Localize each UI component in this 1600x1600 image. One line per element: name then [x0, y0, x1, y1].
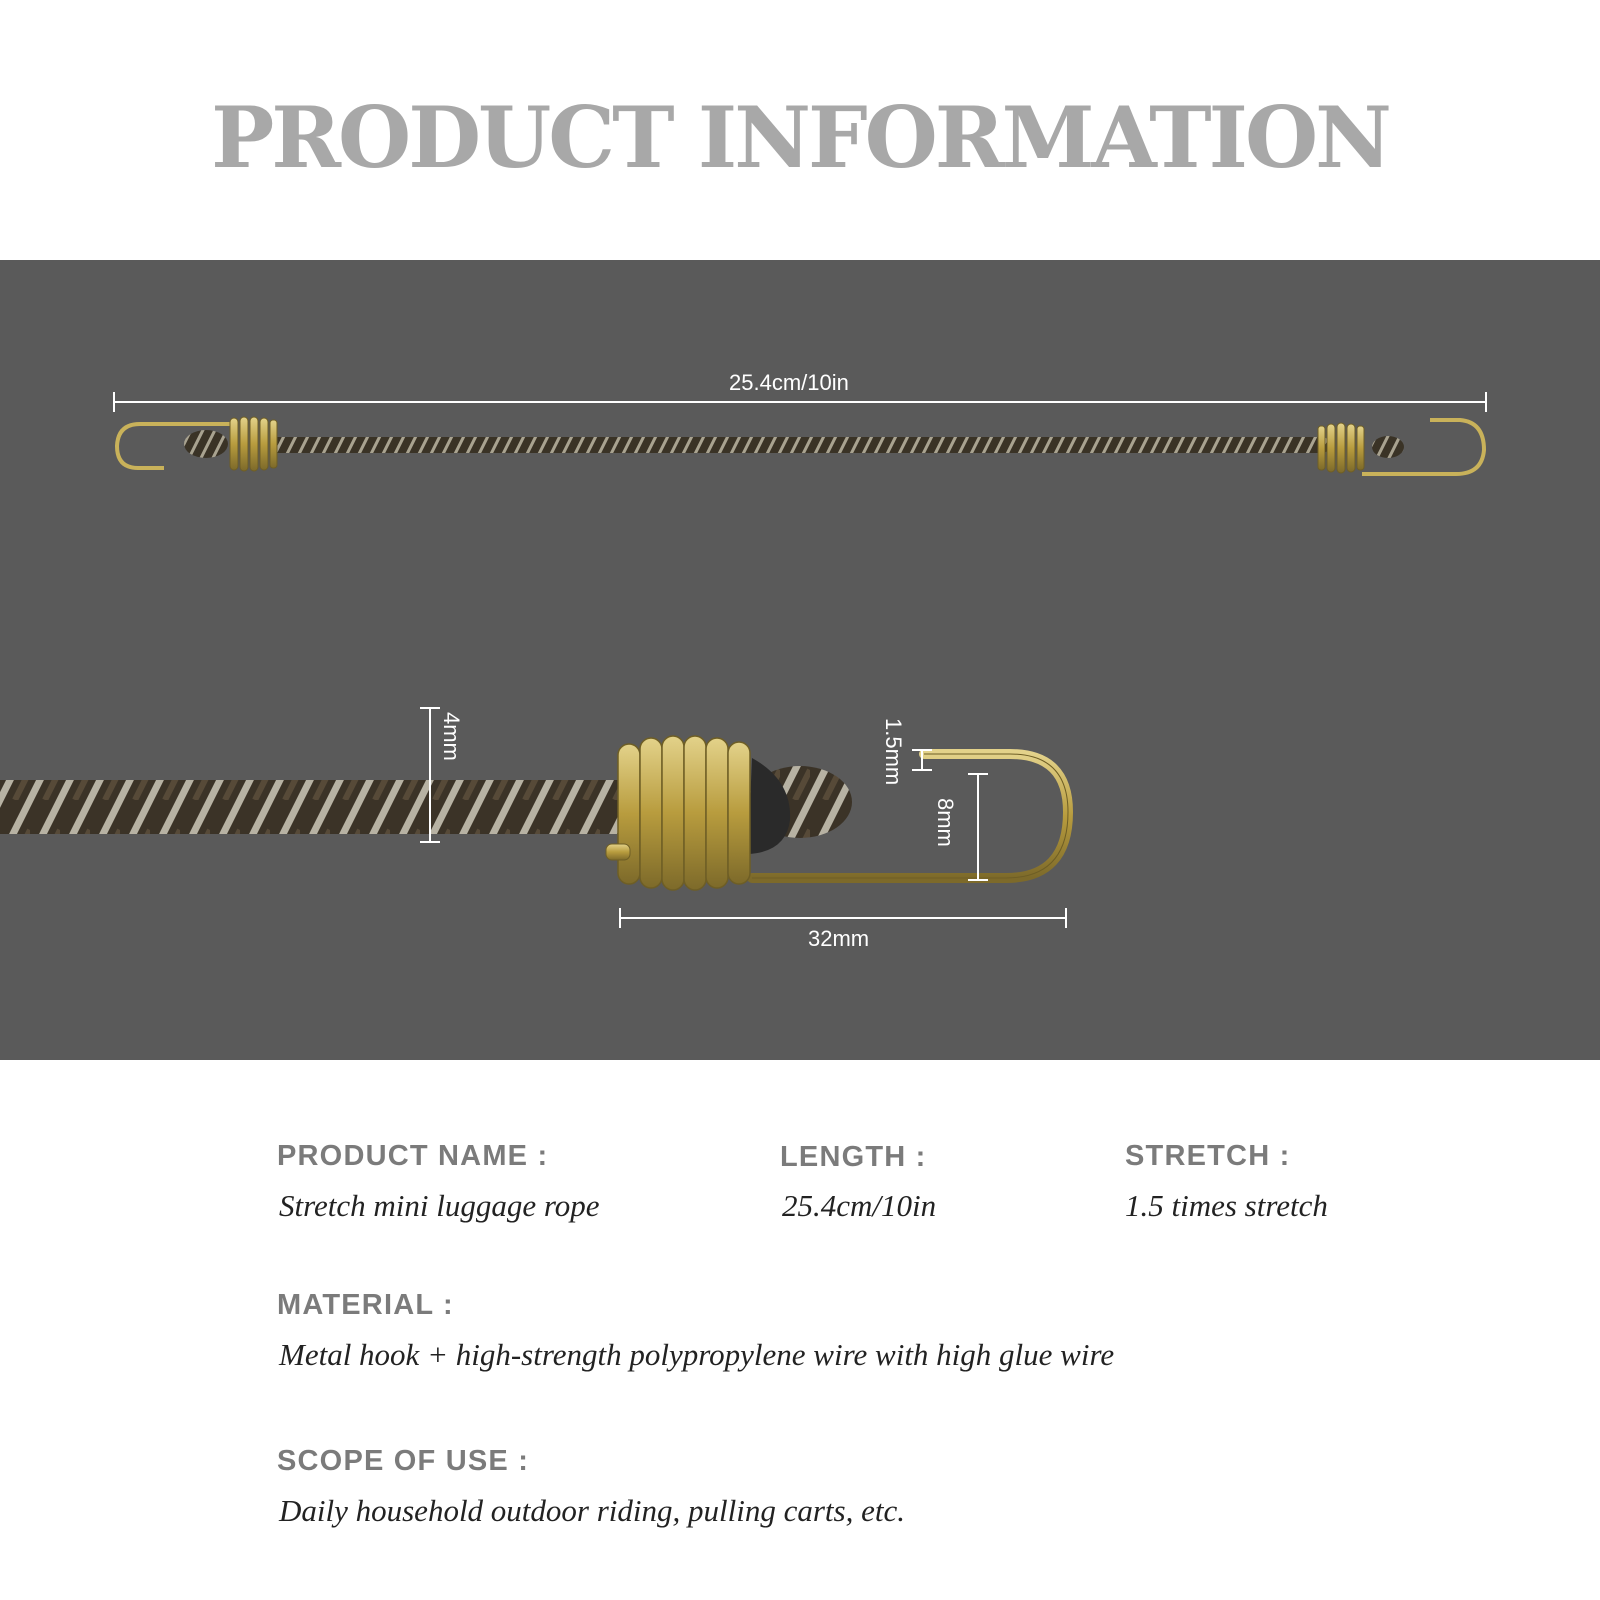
hook-length-dimension-line [620, 908, 1066, 928]
length-label: LENGTH : [780, 1141, 927, 1173]
stretch-value: 1.5 times stretch [1125, 1188, 1328, 1223]
hook-closeup-view [0, 736, 1068, 890]
product-name-label: PRODUCT NAME : [277, 1140, 549, 1172]
material-value: Metal hook + high-strength polypropylene wire with high glue wire [279, 1337, 1115, 1372]
product-image-panel [0, 260, 1600, 1060]
total-length-label: 25.4cm/10in [729, 370, 849, 395]
hook-opening-dimension-line [968, 774, 988, 880]
length-value: 25.4cm/10in [782, 1188, 937, 1223]
hook-length-label: 32mm [808, 926, 870, 951]
scope-of-use-value: Daily household outdoor riding, pulling carts, etc. [279, 1493, 905, 1528]
scope-of-use-label: SCOPE OF USE : [277, 1445, 530, 1477]
total-length-dimension-line [114, 392, 1486, 412]
hook-opening-label: 8mm [933, 798, 958, 847]
bungee-cord-full-view [117, 417, 1484, 474]
material-label: MATERIAL : [277, 1289, 454, 1321]
wire-diameter-label: 1.5mm [881, 718, 906, 786]
rope-diameter-label: 4mm [439, 712, 464, 761]
page-title: PRODUCT INFORMATION [211, 88, 1389, 187]
product-name-value: Stretch mini luggage rope [279, 1188, 600, 1223]
stretch-label: STRETCH : [1125, 1140, 1291, 1172]
